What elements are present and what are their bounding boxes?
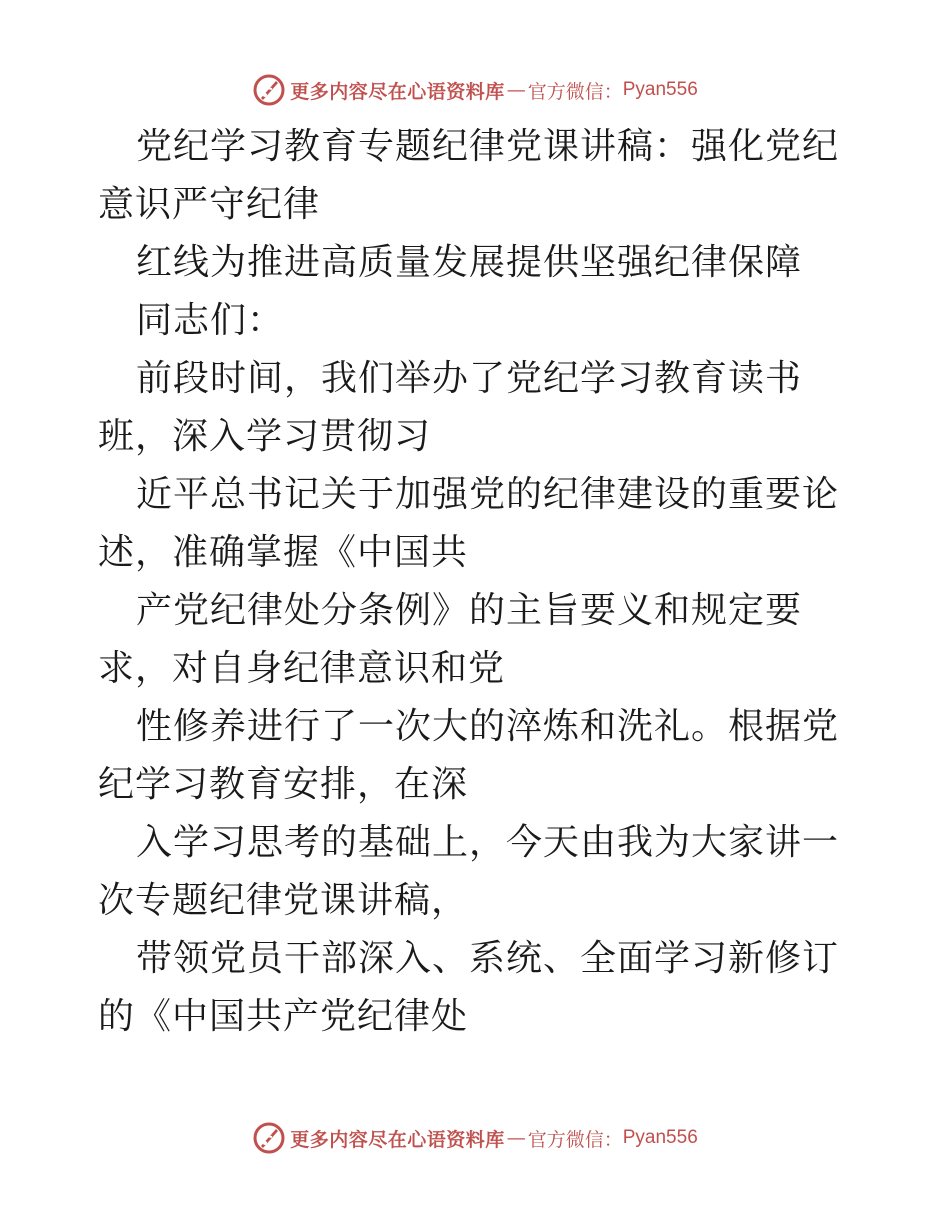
promo-dash: — xyxy=(506,79,526,101)
document-title-line-1: 党纪学习教育专题纪律党课讲稿：强化党纪意识严守纪律 xyxy=(98,126,840,225)
wechat-id: Pyan556 xyxy=(622,1127,698,1148)
footer-banner xyxy=(0,1118,950,1158)
body-paragraph: 带领党员干部深入、系统、全面学习新修订的《中国共产党纪律处 xyxy=(98,938,840,1037)
header-banner xyxy=(0,70,950,110)
body-paragraph: 近平总书记关于加强党的纪律建设的重要论述，准确掌握《中国共 xyxy=(98,474,840,573)
quill-seal-icon xyxy=(252,73,286,107)
body-paragraph: 性修养进行了一次大的淬炼和洗礼。根据党纪学习教育安排，在深 xyxy=(98,706,840,805)
body-paragraph: 前段时间，我们举办了党纪学习教育读书班，深入学习贯彻习 xyxy=(98,358,803,457)
promo-text: 更多内容尽在心语资料库 xyxy=(290,80,505,103)
promo-dash: — xyxy=(506,1127,526,1149)
salutation: 同志们： xyxy=(136,300,285,341)
body-paragraph: 产党纪律处分条例》的主旨要义和规定要求，对自身纪律意识和党 xyxy=(98,590,803,689)
wechat-id: Pyan556 xyxy=(622,79,698,100)
promo-text: 更多内容尽在心语资料库 xyxy=(290,1128,505,1151)
body-paragraph: 入学习思考的基础上，今天由我为大家讲一次专题纪律党课讲稿， xyxy=(98,822,840,921)
wechat-label: 官方微信： xyxy=(527,80,623,103)
document-body xyxy=(98,118,858,1046)
quill-seal-icon xyxy=(252,1121,286,1155)
wechat-label: 官方微信： xyxy=(527,1128,623,1151)
document-title-line-2: 红线为推进高质量发展提供坚强纪律保障 xyxy=(136,242,803,283)
